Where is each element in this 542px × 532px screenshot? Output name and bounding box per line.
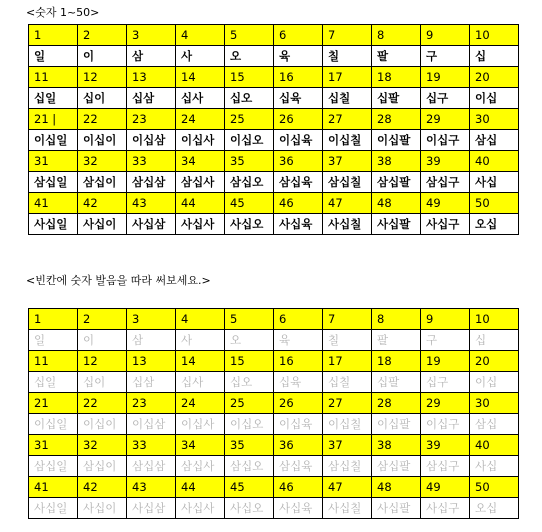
word-row	[29, 46, 519, 67]
number-cell: 33	[127, 435, 176, 456]
trace-row	[29, 414, 519, 435]
number-row	[29, 109, 519, 130]
korean-word-cell: 삼십일	[29, 172, 78, 193]
trace-word-cell[interactable]: 삼십	[470, 414, 519, 435]
trace-word-cell[interactable]: 오십	[470, 498, 519, 519]
korean-word-cell: 이십일	[29, 130, 78, 151]
number-cell: 5	[225, 25, 274, 46]
number-cell: 27	[323, 109, 372, 130]
korean-word-cell: 십칠	[323, 88, 372, 109]
trace-word-cell[interactable]: 구	[421, 330, 470, 351]
number-cell: 1	[29, 25, 78, 46]
trace-word-cell[interactable]: 십이	[78, 372, 127, 393]
korean-word-cell: 이십사	[176, 130, 225, 151]
korean-word-cell: 일	[29, 46, 78, 67]
number-row	[29, 435, 519, 456]
number-cell: 28	[372, 393, 421, 414]
trace-word-cell[interactable]: 십사	[176, 372, 225, 393]
number-cell: 26	[274, 393, 323, 414]
number-cell: 35	[225, 435, 274, 456]
trace-word-cell[interactable]: 칠	[323, 330, 372, 351]
number-cell: 37	[323, 435, 372, 456]
number-cell: 47	[323, 477, 372, 498]
number-cell: 12	[78, 351, 127, 372]
number-cell: 26	[274, 109, 323, 130]
korean-word-cell: 사십구	[421, 214, 470, 235]
number-cell: 34	[176, 435, 225, 456]
word-row	[29, 88, 519, 109]
number-row	[29, 351, 519, 372]
trace-word-cell[interactable]: 삼십구	[421, 456, 470, 477]
korean-word-cell: 십구	[421, 88, 470, 109]
number-cell: 15	[225, 67, 274, 88]
number-cell: 44	[176, 193, 225, 214]
korean-word-cell: 삼십사	[176, 172, 225, 193]
number-table-reference	[28, 24, 519, 235]
number-cell: 9	[421, 309, 470, 330]
section-title-practice: <빈칸에 숫자 발음을 따라 써보세요.>	[26, 274, 211, 287]
word-row	[29, 214, 519, 235]
korean-word-cell: 삼십구	[421, 172, 470, 193]
trace-word-cell[interactable]: 사십일	[29, 498, 78, 519]
trace-word-cell[interactable]: 삼십일	[29, 456, 78, 477]
number-cell: 27	[323, 393, 372, 414]
number-cell: 9	[421, 25, 470, 46]
number-cell: 39	[421, 151, 470, 172]
number-row	[29, 393, 519, 414]
trace-word-cell[interactable]: 이십일	[29, 414, 78, 435]
trace-word-cell[interactable]: 십팔	[372, 372, 421, 393]
number-cell: 3	[127, 309, 176, 330]
number-cell: 31	[29, 435, 78, 456]
number-cell: 16	[274, 351, 323, 372]
trace-word-cell[interactable]: 사십육	[274, 498, 323, 519]
trace-word-cell[interactable]: 삼십육	[274, 456, 323, 477]
trace-word-cell[interactable]: 삼십오	[225, 456, 274, 477]
korean-word-cell: 이십오	[225, 130, 274, 151]
trace-word-cell[interactable]: 십칠	[323, 372, 372, 393]
korean-word-cell: 삼십칠	[323, 172, 372, 193]
number-cell: 35	[225, 151, 274, 172]
trace-word-cell[interactable]: 십일	[29, 372, 78, 393]
number-cell: 20	[470, 67, 519, 88]
korean-word-cell: 이십	[470, 88, 519, 109]
korean-word-cell: 이십칠	[323, 130, 372, 151]
trace-word-cell[interactable]: 삼십사	[176, 456, 225, 477]
trace-word-cell[interactable]: 사십	[470, 456, 519, 477]
number-cell: 21 |	[29, 109, 78, 130]
korean-word-cell: 이십팔	[372, 130, 421, 151]
trace-word-cell[interactable]: 삼십팔	[372, 456, 421, 477]
number-cell: 15	[225, 351, 274, 372]
number-cell: 39	[421, 435, 470, 456]
number-cell: 10	[470, 25, 519, 46]
number-cell: 32	[78, 435, 127, 456]
korean-word-cell: 이십구	[421, 130, 470, 151]
korean-word-cell: 십삼	[127, 88, 176, 109]
korean-word-cell: 십	[470, 46, 519, 67]
trace-word-cell[interactable]: 십삼	[127, 372, 176, 393]
number-cell: 42	[78, 193, 127, 214]
number-cell: 46	[274, 193, 323, 214]
number-cell: 48	[372, 193, 421, 214]
number-cell: 2	[78, 25, 127, 46]
number-row	[29, 477, 519, 498]
number-cell: 4	[176, 25, 225, 46]
trace-word-cell[interactable]: 사십오	[225, 498, 274, 519]
number-cell: 29	[421, 109, 470, 130]
number-cell: 22	[78, 109, 127, 130]
number-cell: 36	[274, 435, 323, 456]
number-cell: 30	[470, 393, 519, 414]
korean-word-cell: 오	[225, 46, 274, 67]
number-cell: 36	[274, 151, 323, 172]
number-cell: 3	[127, 25, 176, 46]
number-cell: 8	[372, 25, 421, 46]
word-row	[29, 130, 519, 151]
trace-word-cell[interactable]: 삼십칠	[323, 456, 372, 477]
number-cell: 16	[274, 67, 323, 88]
trace-row	[29, 498, 519, 519]
trace-word-cell[interactable]: 이십사	[176, 414, 225, 435]
number-cell: 44	[176, 477, 225, 498]
number-cell: 7	[323, 25, 372, 46]
number-cell: 24	[176, 109, 225, 130]
trace-row	[29, 330, 519, 351]
number-cell: 1	[29, 309, 78, 330]
trace-word-cell[interactable]: 이십팔	[372, 414, 421, 435]
number-cell: 17	[323, 67, 372, 88]
trace-word-cell[interactable]: 이십오	[225, 414, 274, 435]
korean-word-cell: 이	[78, 46, 127, 67]
trace-word-cell[interactable]: 팔	[372, 330, 421, 351]
number-cell: 18	[372, 351, 421, 372]
trace-word-cell[interactable]: 십육	[274, 372, 323, 393]
trace-word-cell[interactable]: 사십삼	[127, 498, 176, 519]
number-cell: 13	[127, 67, 176, 88]
number-cell: 14	[176, 67, 225, 88]
number-cell: 25	[225, 109, 274, 130]
number-row	[29, 67, 519, 88]
number-cell: 40	[470, 151, 519, 172]
number-cell: 38	[372, 435, 421, 456]
number-cell: 34	[176, 151, 225, 172]
trace-word-cell[interactable]: 사십구	[421, 498, 470, 519]
korean-word-cell: 사십일	[29, 214, 78, 235]
number-cell: 47	[323, 193, 372, 214]
korean-word-cell: 오십	[470, 214, 519, 235]
trace-row	[29, 456, 519, 477]
trace-word-cell[interactable]: 이	[78, 330, 127, 351]
trace-word-cell[interactable]: 이십칠	[323, 414, 372, 435]
number-cell: 17	[323, 351, 372, 372]
number-cell: 23	[127, 109, 176, 130]
korean-word-cell: 구	[421, 46, 470, 67]
number-cell: 45	[225, 477, 274, 498]
korean-word-cell: 삼십팔	[372, 172, 421, 193]
number-cell: 13	[127, 351, 176, 372]
number-cell: 49	[421, 477, 470, 498]
number-cell: 48	[372, 477, 421, 498]
number-cell: 50	[470, 193, 519, 214]
number-cell: 11	[29, 351, 78, 372]
trace-word-cell[interactable]: 십	[470, 330, 519, 351]
number-cell: 6	[274, 309, 323, 330]
number-cell: 5	[225, 309, 274, 330]
trace-word-cell[interactable]: 사	[176, 330, 225, 351]
number-cell: 11	[29, 67, 78, 88]
trace-word-cell[interactable]: 사십팔	[372, 498, 421, 519]
number-cell: 8	[372, 309, 421, 330]
korean-word-cell: 육	[274, 46, 323, 67]
number-cell: 32	[78, 151, 127, 172]
trace-word-cell[interactable]: 사십사	[176, 498, 225, 519]
number-cell: 45	[225, 193, 274, 214]
korean-word-cell: 삼십이	[78, 172, 127, 193]
korean-word-cell: 이십육	[274, 130, 323, 151]
trace-word-cell[interactable]: 일	[29, 330, 78, 351]
number-cell: 43	[127, 477, 176, 498]
number-cell: 21	[29, 393, 78, 414]
korean-word-cell: 팔	[372, 46, 421, 67]
korean-word-cell: 십이	[78, 88, 127, 109]
number-cell: 2	[78, 309, 127, 330]
number-cell: 41	[29, 477, 78, 498]
trace-row	[29, 372, 519, 393]
number-cell: 4	[176, 309, 225, 330]
number-cell: 22	[78, 393, 127, 414]
trace-word-cell[interactable]: 이십	[470, 372, 519, 393]
korean-word-cell: 십사	[176, 88, 225, 109]
korean-word-cell: 사	[176, 46, 225, 67]
korean-word-cell: 십육	[274, 88, 323, 109]
korean-word-cell: 사십	[470, 172, 519, 193]
korean-word-cell: 사십삼	[127, 214, 176, 235]
korean-word-cell: 삼십삼	[127, 172, 176, 193]
korean-word-cell: 칠	[323, 46, 372, 67]
trace-word-cell[interactable]: 이십삼	[127, 414, 176, 435]
number-table-practice	[28, 308, 519, 519]
korean-word-cell: 십오	[225, 88, 274, 109]
number-cell: 6	[274, 25, 323, 46]
number-cell: 14	[176, 351, 225, 372]
korean-word-cell: 사십칠	[323, 214, 372, 235]
number-row	[29, 25, 519, 46]
number-cell: 23	[127, 393, 176, 414]
number-cell: 20	[470, 351, 519, 372]
number-cell: 31	[29, 151, 78, 172]
section-title-numbers: <숫자 1~50>	[26, 6, 100, 19]
number-cell: 19	[421, 67, 470, 88]
korean-word-cell: 십팔	[372, 88, 421, 109]
trace-word-cell[interactable]: 오	[225, 330, 274, 351]
korean-word-cell: 사십이	[78, 214, 127, 235]
trace-word-cell[interactable]: 삼십이	[78, 456, 127, 477]
number-row	[29, 309, 519, 330]
number-cell: 18	[372, 67, 421, 88]
korean-word-cell: 사십팔	[372, 214, 421, 235]
number-cell: 49	[421, 193, 470, 214]
korean-word-cell: 사십사	[176, 214, 225, 235]
trace-word-cell[interactable]: 십구	[421, 372, 470, 393]
number-cell: 38	[372, 151, 421, 172]
korean-word-cell: 사십육	[274, 214, 323, 235]
number-cell: 19	[421, 351, 470, 372]
number-cell: 42	[78, 477, 127, 498]
korean-word-cell: 이십삼	[127, 130, 176, 151]
number-row	[29, 151, 519, 172]
number-cell: 28	[372, 109, 421, 130]
korean-word-cell: 이십이	[78, 130, 127, 151]
korean-word-cell: 삼십육	[274, 172, 323, 193]
trace-word-cell[interactable]: 삼십삼	[127, 456, 176, 477]
korean-word-cell: 삼십오	[225, 172, 274, 193]
number-cell: 46	[274, 477, 323, 498]
number-cell: 37	[323, 151, 372, 172]
number-cell: 24	[176, 393, 225, 414]
korean-word-cell: 삼	[127, 46, 176, 67]
number-row	[29, 193, 519, 214]
number-cell: 40	[470, 435, 519, 456]
number-cell: 7	[323, 309, 372, 330]
trace-word-cell[interactable]: 육	[274, 330, 323, 351]
trace-word-cell[interactable]: 삼	[127, 330, 176, 351]
trace-word-cell[interactable]: 사십이	[78, 498, 127, 519]
trace-word-cell[interactable]: 사십칠	[323, 498, 372, 519]
number-cell: 29	[421, 393, 470, 414]
number-cell: 41	[29, 193, 78, 214]
number-cell: 10	[470, 309, 519, 330]
korean-word-cell: 십일	[29, 88, 78, 109]
trace-word-cell[interactable]: 이십이	[78, 414, 127, 435]
number-cell: 12	[78, 67, 127, 88]
number-cell: 25	[225, 393, 274, 414]
number-cell: 43	[127, 193, 176, 214]
trace-word-cell[interactable]: 십오	[225, 372, 274, 393]
trace-word-cell[interactable]: 이십육	[274, 414, 323, 435]
word-row	[29, 172, 519, 193]
korean-word-cell: 삼십	[470, 130, 519, 151]
number-cell: 50	[470, 477, 519, 498]
trace-word-cell[interactable]: 이십구	[421, 414, 470, 435]
number-cell: 30	[470, 109, 519, 130]
korean-word-cell: 사십오	[225, 214, 274, 235]
number-cell: 33	[127, 151, 176, 172]
